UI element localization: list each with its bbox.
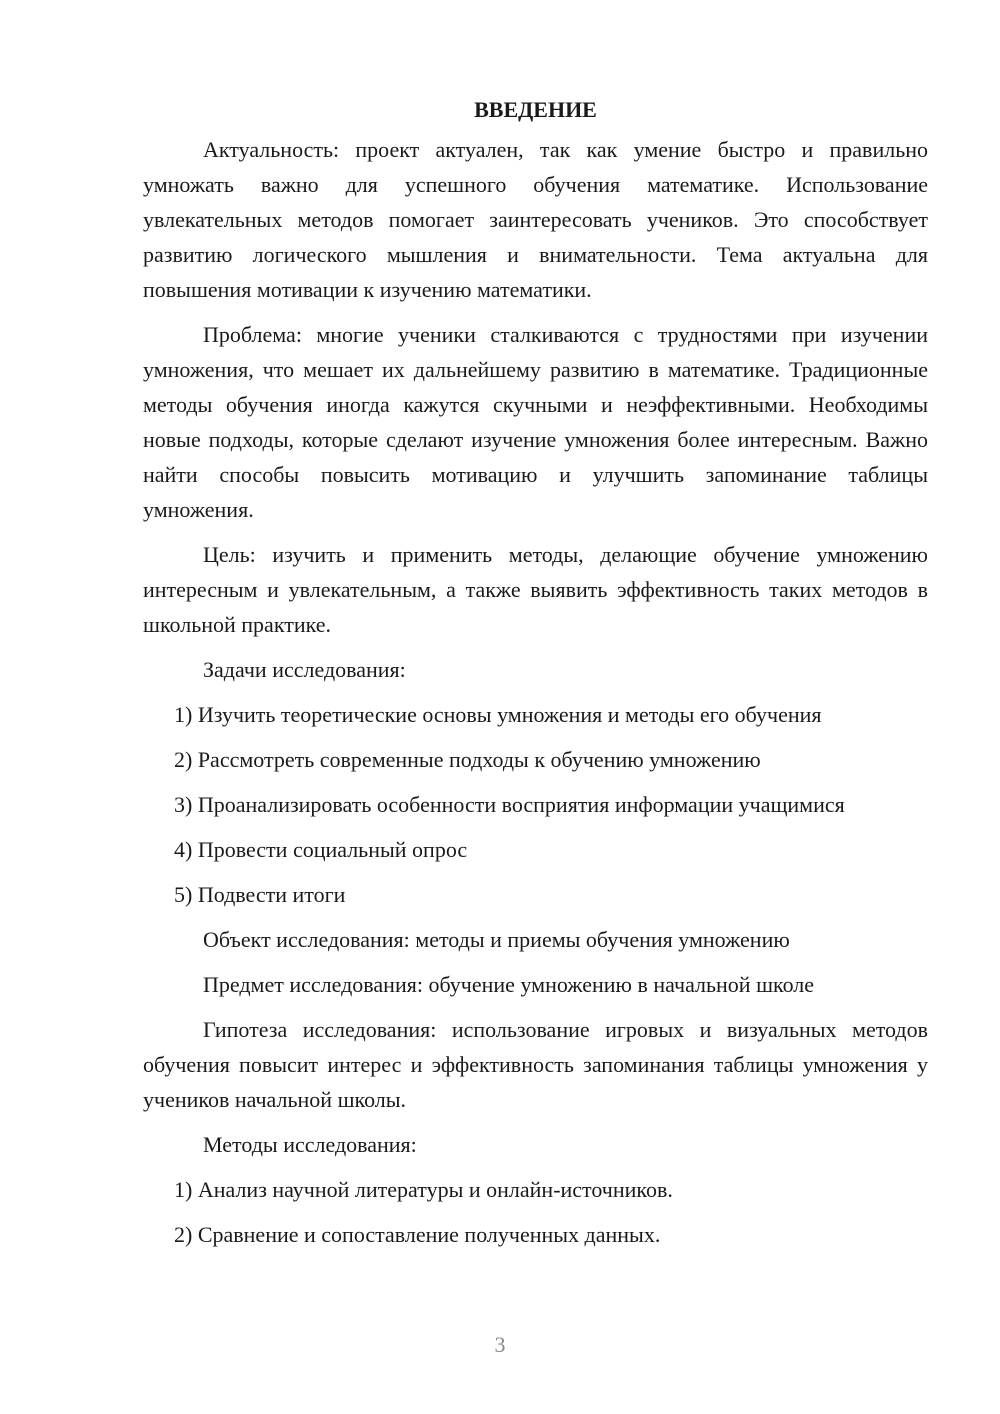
object-paragraph: Объект исследования: методы и приемы обучения умножению bbox=[203, 927, 790, 952]
task-item-1: 1) Изучить теоретические основы умножения и методы его обучения bbox=[174, 702, 822, 727]
method-item-1: 1) Анализ научной литературы и онлайн-источников. bbox=[174, 1177, 673, 1202]
problem-paragraph: Проблема: многие ученики сталкиваются с трудностями при изучении умножения, что мешает их дальнейшему развитию в математике. Традиционные методы обучения иногда кажутся скучными и неэффективными. Необходимы новые подходы, которые сделают изучение умножения более интересным. Важно найти способы повысить мотивацию и улучшить запоминание таблицы умножения. bbox=[143, 322, 928, 522]
section-title: ВВЕДЕНИЕ bbox=[474, 97, 597, 122]
page-content bbox=[143, 92, 928, 1262]
methods-heading: Методы исследования: bbox=[203, 1132, 417, 1157]
task-item-2: 2) Рассмотреть современные подходы к обучению умножению bbox=[174, 747, 761, 772]
subject-paragraph: Предмет исследования: обучение умножению в начальной школе bbox=[203, 972, 815, 997]
task-item-3: 3) Проанализировать особенности восприятия информации учащимися bbox=[174, 792, 845, 817]
method-item-2: 2) Сравнение и сопоставление полученных данных. bbox=[174, 1222, 661, 1247]
task-item-4: 4) Провести социальный опрос bbox=[174, 837, 468, 862]
page-number: 3 bbox=[494, 1332, 506, 1357]
task-item-5: 5) Подвести итоги bbox=[174, 882, 346, 907]
goal-paragraph: Цель: изучить и применить методы, делающие обучение умножению интересным и увлекательным, а также выявить эффективность таких методов в школьной практике. bbox=[143, 542, 928, 637]
hypothesis-paragraph: Гипотеза исследования: использование игровых и визуальных методов обучения повысит интерес и эффективность запоминания таблицы умножения у учеников начальной школы. bbox=[143, 1017, 928, 1112]
tasks-heading: Задачи исследования: bbox=[203, 657, 406, 682]
actuality-paragraph: Актуальность: проект актуален, так как умение быстро и правильно умножать важно для успешного обучения математике. Использование увлекательных методов помогает заинтересовать учеников. Это способствует развитию логического мышления и внимательности. Тема актуальна для повышения мотивации к изучению математики. bbox=[143, 137, 928, 302]
